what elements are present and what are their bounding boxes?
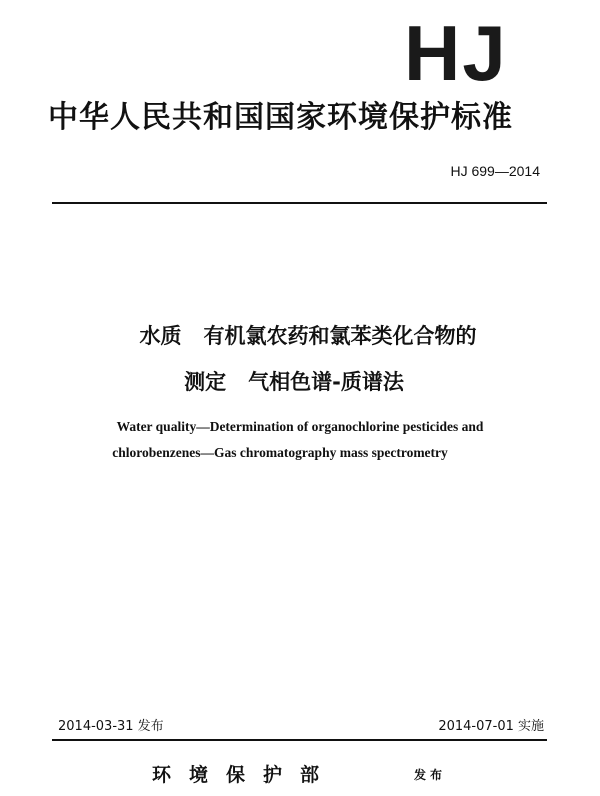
chinese-title-line-1: 水质 有机氯农药和氯苯类化合物的 <box>139 324 477 348</box>
implementation-date: 2014-07-01 实施 <box>438 719 544 734</box>
hj-logo: HJ <box>404 9 508 97</box>
publish-label: 发布 <box>414 768 447 782</box>
chinese-title-line-2: 测定 气相色谱-质谱法 <box>184 370 404 394</box>
issue-date: 2014-03-31 发布 <box>58 719 164 734</box>
bottom-divider <box>52 739 547 741</box>
english-title-line-2: chlorobenzenes—Gas chromatography mass spectrometry <box>112 445 448 460</box>
issuer-title: 中华人民共和国国家环境保护标准 <box>48 100 513 135</box>
english-title-line-1: Water quality—Determination of organochlorine pesticides and <box>116 419 484 434</box>
top-divider <box>52 202 547 204</box>
publisher-name: 环境保护部 <box>152 764 338 786</box>
standard-number: HJ 699—2014 <box>450 163 540 179</box>
